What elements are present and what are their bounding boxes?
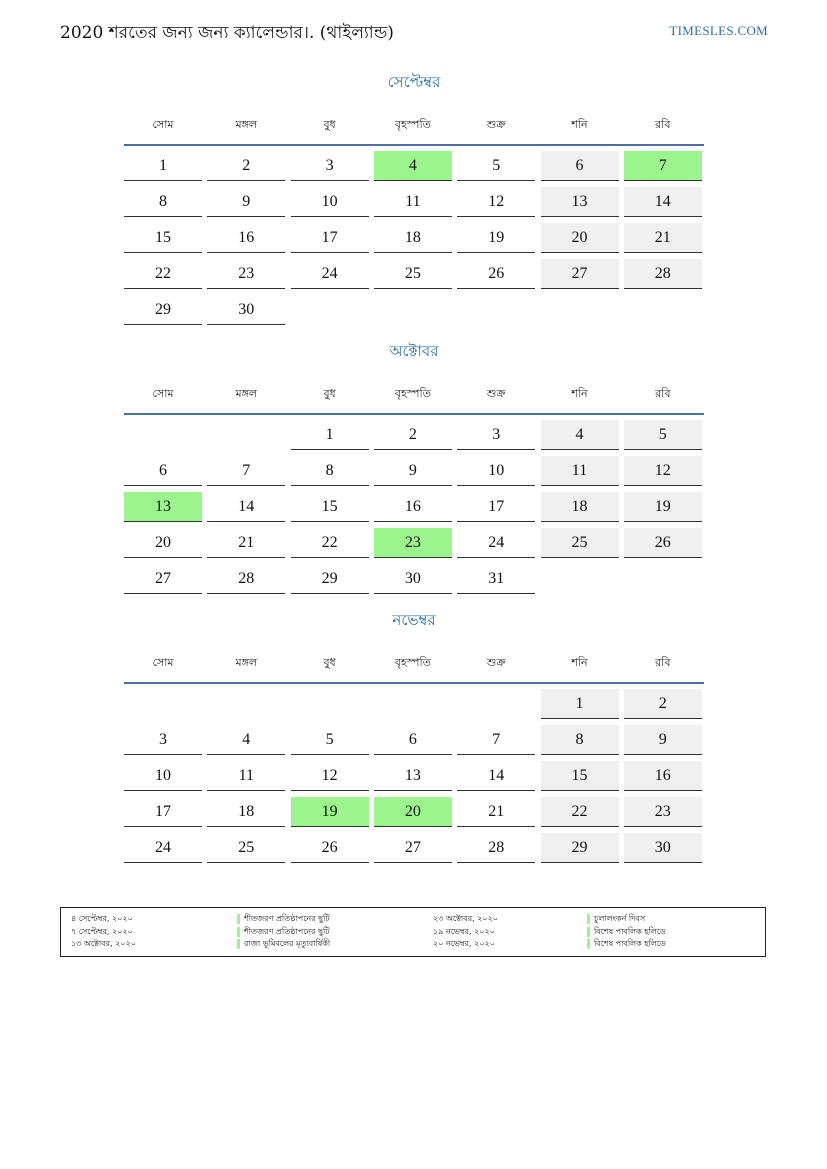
holiday-color-marker xyxy=(237,914,240,924)
day-cell[interactable]: 5 xyxy=(291,725,369,755)
day-cell[interactable]: 24 xyxy=(291,259,369,289)
day-cell[interactable]: 27 xyxy=(541,259,619,289)
weekday-label: মঙ্গল xyxy=(235,387,258,400)
day-cell[interactable]: 9 xyxy=(207,187,285,217)
weekday-label: রবি xyxy=(655,387,671,400)
weekday-label: শুক্র xyxy=(486,656,506,669)
day-cell[interactable]: 5 xyxy=(457,151,535,181)
day-cell[interactable]: 16 xyxy=(624,761,702,791)
day-cell[interactable]: 1 xyxy=(291,420,369,450)
weekday-label: শনি xyxy=(571,387,588,400)
site-link[interactable]: TIMESLES.COM xyxy=(669,23,768,38)
month-title: অক্টোবর xyxy=(389,342,439,360)
day-cell[interactable]: 28 xyxy=(624,259,702,289)
legend-holiday-name: শীতজরণ প্রতিষ্ঠাপনের ছুটি xyxy=(244,914,330,923)
day-cell[interactable]: 28 xyxy=(207,564,285,594)
month-calendar xyxy=(124,71,704,331)
weekday-label: মঙ্গল xyxy=(235,656,258,669)
weekday-header-row xyxy=(124,373,704,415)
day-cell[interactable]: 9 xyxy=(374,456,452,486)
day-cell[interactable]: 6 xyxy=(374,725,452,755)
month-calendar xyxy=(124,340,704,600)
day-cell[interactable]: 23 xyxy=(374,528,452,558)
day-cell[interactable]: 14 xyxy=(207,492,285,522)
legend-date: ১৯ নভেম্বর, ২০২০ xyxy=(433,926,495,936)
weekday-label: সোম xyxy=(152,656,174,669)
day-grid xyxy=(124,689,704,869)
page-title: 2020 শরতের জন্য জন্য ক্যালেন্ডার।. (থাইল্যান্ড) xyxy=(60,23,394,43)
day-cell[interactable]: 7 xyxy=(207,456,285,486)
day-cell[interactable]: 3 xyxy=(124,725,202,755)
day-grid xyxy=(124,151,704,331)
day-cell[interactable]: 17 xyxy=(291,223,369,253)
day-cell[interactable]: 8 xyxy=(291,456,369,486)
day-cell[interactable]: 29 xyxy=(541,833,619,863)
day-cell[interactable]: 15 xyxy=(541,761,619,791)
legend-holiday xyxy=(237,938,330,951)
weekday-label: মঙ্গল xyxy=(235,118,258,131)
day-cell[interactable]: 28 xyxy=(457,833,535,863)
day-cell[interactable]: 15 xyxy=(124,223,202,253)
day-cell[interactable]: 30 xyxy=(207,295,285,325)
day-cell[interactable]: 19 xyxy=(457,223,535,253)
legend-holiday xyxy=(587,913,666,926)
day-cell[interactable]: 16 xyxy=(207,223,285,253)
day-cell[interactable]: 17 xyxy=(457,492,535,522)
day-cell[interactable]: 12 xyxy=(291,761,369,791)
day-cell[interactable]: 21 xyxy=(457,797,535,827)
day-cell[interactable]: 16 xyxy=(374,492,452,522)
day-cell[interactable]: 15 xyxy=(291,492,369,522)
month-title: নভেম্বর xyxy=(392,611,436,629)
day-cell[interactable]: 13 xyxy=(124,492,202,522)
day-cell[interactable]: 22 xyxy=(541,797,619,827)
day-cell[interactable]: 7 xyxy=(457,725,535,755)
day-cell[interactable]: 4 xyxy=(207,725,285,755)
day-cell[interactable]: 18 xyxy=(374,223,452,253)
weekday-label: শুক্র xyxy=(486,387,506,400)
day-cell[interactable]: 4 xyxy=(374,151,452,181)
day-cell[interactable]: 24 xyxy=(124,833,202,863)
day-cell[interactable]: 13 xyxy=(541,187,619,217)
weekday-label: বুধ xyxy=(323,656,336,669)
legend-date: ৭ সেপ্টেম্বর, ২০২০ xyxy=(71,926,133,936)
day-cell[interactable]: 25 xyxy=(374,259,452,289)
day-cell[interactable]: 18 xyxy=(541,492,619,522)
day-cell[interactable]: 20 xyxy=(124,528,202,558)
day-cell[interactable]: 14 xyxy=(457,761,535,791)
legend-holiday xyxy=(237,913,330,926)
holiday-color-marker xyxy=(237,927,240,937)
holiday-color-marker xyxy=(587,939,590,949)
weekday-label: বৃহস্পতি xyxy=(394,656,431,669)
day-cell[interactable]: 10 xyxy=(291,187,369,217)
month-calendar xyxy=(124,609,704,869)
legend-holiday xyxy=(587,926,666,939)
day-cell[interactable]: 14 xyxy=(624,187,702,217)
weekday-label: রবি xyxy=(655,656,671,669)
day-cell[interactable]: 1 xyxy=(124,151,202,181)
day-cell[interactable]: 10 xyxy=(457,456,535,486)
day-cell[interactable]: 19 xyxy=(624,492,702,522)
day-grid xyxy=(124,420,704,600)
day-cell[interactable]: 23 xyxy=(207,259,285,289)
weekday-label: শুক্র xyxy=(486,118,506,131)
day-cell[interactable]: 9 xyxy=(624,725,702,755)
day-cell[interactable]: 7 xyxy=(624,151,702,181)
weekday-header-row xyxy=(124,104,704,146)
legend-holiday-name: চুলালংকর্ন দিবস xyxy=(594,914,646,923)
day-cell[interactable]: 2 xyxy=(624,689,702,719)
day-cell[interactable]: 6 xyxy=(541,151,619,181)
day-cell[interactable]: 11 xyxy=(207,761,285,791)
legend-holiday xyxy=(587,938,666,951)
day-cell[interactable]: 12 xyxy=(457,187,535,217)
holiday-legend xyxy=(60,907,766,957)
day-cell[interactable]: 23 xyxy=(624,797,702,827)
holiday-color-marker xyxy=(237,939,240,949)
day-cell[interactable]: 8 xyxy=(541,725,619,755)
day-cell[interactable]: 21 xyxy=(207,528,285,558)
day-cell[interactable]: 10 xyxy=(124,761,202,791)
day-cell[interactable]: 22 xyxy=(124,259,202,289)
weekday-label: শনি xyxy=(571,118,588,131)
day-cell[interactable]: 13 xyxy=(374,761,452,791)
legend-holiday-name: বিশেষ পাবলিক হলিডে xyxy=(594,939,666,948)
day-cell[interactable]: 20 xyxy=(374,797,452,827)
weekday-label: বৃহস্পতি xyxy=(394,387,431,400)
weekday-label: সোম xyxy=(152,118,174,131)
weekday-label: সোম xyxy=(152,387,174,400)
day-cell[interactable]: 26 xyxy=(624,528,702,558)
day-cell[interactable]: 20 xyxy=(541,223,619,253)
day-cell[interactable]: 11 xyxy=(541,456,619,486)
day-cell[interactable]: 4 xyxy=(541,420,619,450)
legend-holiday-name: বিশেষ পাবলিক হলিডে xyxy=(594,926,666,936)
weekday-label: বৃহস্পতি xyxy=(394,118,431,131)
day-cell[interactable]: 25 xyxy=(207,833,285,863)
day-cell[interactable]: 17 xyxy=(124,797,202,827)
legend-date: ২৩ অক্টোবর, ২০২০ xyxy=(433,914,498,923)
day-cell[interactable]: 30 xyxy=(624,833,702,863)
day-cell[interactable]: 8 xyxy=(124,187,202,217)
day-cell[interactable]: 2 xyxy=(374,420,452,450)
day-cell[interactable]: 24 xyxy=(457,528,535,558)
legend-holiday-name: রাজা ভূমিবলের মৃত্যুবার্ষিকী xyxy=(244,939,331,948)
weekday-label: রবি xyxy=(655,118,671,131)
legend-holiday-name: শীতজরণ প্রতিষ্ঠাপনের ছুটি xyxy=(244,926,330,936)
weekday-label: বুধ xyxy=(323,387,336,400)
day-cell[interactable]: 12 xyxy=(624,456,702,486)
legend-holiday xyxy=(237,926,330,939)
day-cell[interactable]: 29 xyxy=(124,295,202,325)
day-cell[interactable]: 1 xyxy=(541,689,619,719)
day-cell[interactable]: 2 xyxy=(207,151,285,181)
holiday-color-marker xyxy=(587,914,590,924)
day-cell[interactable]: 19 xyxy=(291,797,369,827)
day-cell[interactable]: 30 xyxy=(374,564,452,594)
day-cell[interactable]: 26 xyxy=(291,833,369,863)
day-cell[interactable]: 3 xyxy=(457,420,535,450)
legend-date: ৪ সেপ্টেম্বর, ২০২০ xyxy=(71,914,133,923)
weekday-label: বুধ xyxy=(323,118,336,131)
day-cell[interactable]: 27 xyxy=(124,564,202,594)
day-cell[interactable]: 6 xyxy=(124,456,202,486)
day-cell[interactable]: 22 xyxy=(291,528,369,558)
holiday-color-marker xyxy=(587,927,590,937)
day-cell[interactable]: 5 xyxy=(624,420,702,450)
day-cell[interactable]: 27 xyxy=(374,833,452,863)
day-cell[interactable]: 31 xyxy=(457,564,535,594)
day-cell[interactable]: 26 xyxy=(457,259,535,289)
day-cell[interactable]: 29 xyxy=(291,564,369,594)
weekday-label: শনি xyxy=(571,656,588,669)
legend-date: ২০ নভেম্বর, ২০২০ xyxy=(433,939,495,948)
weekday-header-row xyxy=(124,642,704,684)
day-cell[interactable]: 21 xyxy=(624,223,702,253)
day-cell[interactable]: 11 xyxy=(374,187,452,217)
month-title: সেপ্টেম্বর xyxy=(387,73,441,91)
day-cell[interactable]: 18 xyxy=(207,797,285,827)
legend-date: ১৩ অক্টোবর, ২০২০ xyxy=(71,939,136,948)
day-cell[interactable]: 3 xyxy=(291,151,369,181)
day-cell[interactable]: 25 xyxy=(541,528,619,558)
